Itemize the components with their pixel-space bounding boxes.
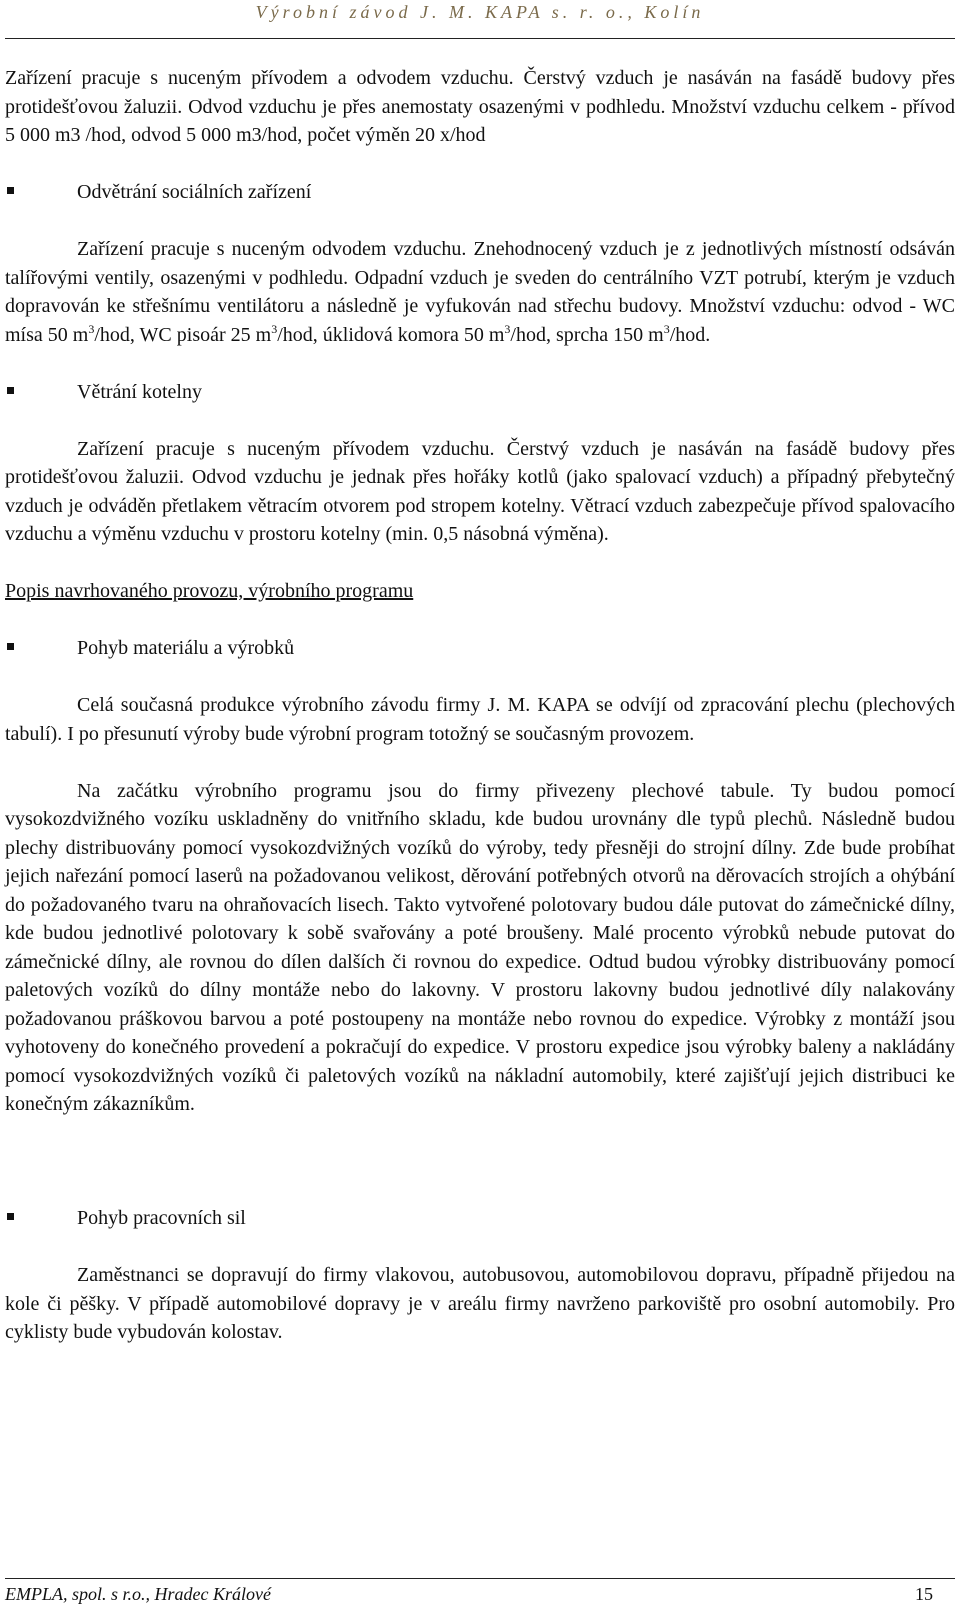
- section-title: Popis navrhovaného provozu, výrobního programu: [5, 580, 414, 602]
- page-footer: [5, 1584, 955, 1605]
- intro-paragraph: Zařízení pracuje s nuceným přívodem a odvodem vzduchu. Čerstvý vzduch je nasáván na fasádě budovy přes protidešťovou žaluzii. Odvod vzduchu je přes anemostaty osazenými v podhledu. Množství vzduchu celkem - přívod 5 000 m3 /hod, odvod 5 000 m3/hod, počet výměn 20 x/hod: [5, 67, 955, 146]
- workforce-paragraph: Zaměstnanci se dopravují do firmy vlakovou, autobusovou, automobilovou dopravu, případně přijedou na kole či pěšky. V případě automobilové dopravy je v areálu firmy navrženo parkoviště pro osobní automobily. Pro cyklisty bude vybudován kolostav.: [5, 1264, 955, 1343]
- square-bullet-icon: [7, 187, 14, 194]
- workforce-heading: Pohyb pracovních sil: [77, 1207, 246, 1229]
- page-header: Výrobní závod J. M. KAPA s. r. o., Kolín: [255, 2, 705, 22]
- footer-divider: [5, 1578, 955, 1579]
- material-paragraph-1: Celá současná produkce výrobního závodu firmy J. M. KAPA se odvíjí od zpracování plechu (plechových tabulí). I po přesunutí výroby bude výrobní program totožný se současným provozem.: [5, 694, 955, 745]
- social-heading: Odvětrání sociálních zařízení: [77, 181, 312, 203]
- square-bullet-icon: [7, 387, 14, 394]
- social-paragraph: Zařízení pracuje s nuceným odvodem vzduchu. Znehodnocený vzduch je z jednotlivých místností odsáván talířovými ventily, osazenými v podhledu. Odpadní vzduch je sveden do centrálního VZT potrubí, kterým je vzduch dopravován ke střešnímu ventilátoru a následně je vyfukován nad střechu budovy. Množství vzduchu: odvod - WC mísa 50 $m^3$/hod, WC pisoár 25 $m^3$/hod, úklidová komora 50 $m^3$/hod, sprcha 150 $m^3$/hod.: [5, 238, 955, 346]
- square-bullet-icon: [7, 643, 14, 650]
- bullet-workforce: [5, 1204, 955, 1233]
- material-paragraph-2: Na začátku výrobního programu jsou do firmy přivezeny plechové tabule. Ty budou pomocí vysokozdvižného vozíku uskladněny do vnitřního skladu, kde budou urovnány dle typů plechů. Následně budou plechy distribuovány pomocí vysokozdvižných vozíků do výroby, tedy přesněji do strojní dílny. Zde bude probíhat jejich nařezání pomocí laserů na požadovanou velikost, děrování potřebných otvorů na děrovacích strojích a ohýbání do požadovaného tvaru na ohraňovacích lisech. Takto vytvořené polotovary budou dále putovat do zámečnické dílny, kde budou jednotlivé polotovary k sobě svařovány a poté broušeny. Malé procento výrobků nebude putovat do zámečnické dílny, ale rovnou do dílen dalších či rovnou do expedice. Odtud budou výrobky distribuovány pomocí paletových vozíků do dílny montáže nebo do lakovny. V prostoru lakovny budou jednotlivé díly nalakovány požadovanou práškovou barvou a poté postoupeny na montáže nebo rovnou do expedice. Výrobky z montáží jsou vyhotoveny do konečného provedení a pokračují do expedice. V prostoru expedice jsou výrobky baleny a nakládány pomocí vysokozdvižných vozíků či paletových vozíků na nákladní automobily, které zajišťují jejich distribuci ke konečným zákazníkům.: [5, 779, 955, 1115]
- square-bullet-icon: [7, 1213, 14, 1220]
- boiler-heading: Větrání kotelny: [77, 380, 202, 403]
- boiler-paragraph: Zařízení pracuje s nuceným přívodem vzduchu. Čerstvý vzduch je nasáván na fasádě budovy přes protidešťovou žaluzii. Odvod vzduchu je jednak přes hořáky kotlů (jako spalovací vzduch) a případný přebytečný vzduch je odváděn přetlakem větracím otvorem pod stropem kotelny. Větrací vzduch zabezpečuje přívod spalovacího vzduchu a výměnu vzduchu v prostoru kotelny (min. 0,5 násobná výměna).: [5, 437, 955, 545]
- footer-company: EMPLA, spol. s r.o., Hradec Králové: [5, 1584, 271, 1604]
- page-number: 15: [915, 1584, 933, 1604]
- header-divider: [5, 38, 955, 39]
- page-body: [5, 64, 955, 1347]
- bullet-boiler: [5, 378, 955, 407]
- material-heading: Pohyb materiálu a výrobků: [77, 637, 295, 659]
- bullet-social: [5, 178, 955, 207]
- bullet-material: [5, 634, 955, 663]
